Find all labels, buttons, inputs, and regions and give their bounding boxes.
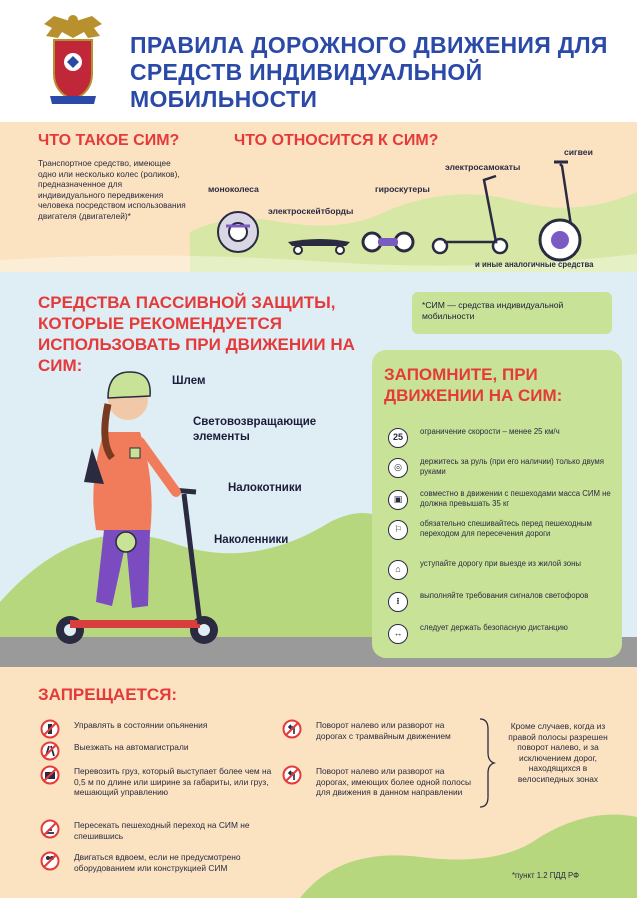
rule-item bbox=[388, 488, 614, 516]
rule-item bbox=[388, 558, 614, 586]
rule-text: ограничение скорости – менее 25 км/ч bbox=[420, 427, 560, 436]
monowheel-icon bbox=[218, 212, 258, 252]
label-gyroscooters: гироскутеры bbox=[375, 184, 430, 194]
exception-text: Кроме случаев, когда из правой полосы разрешен поворот налево, и за исключением дорог, находящихся в велосипедных зонах bbox=[508, 721, 608, 784]
footnote: *пункт 1.2 ПДД РФ bbox=[512, 871, 580, 880]
sim-types-title: ЧТО ОТНОСИТСЯ К СИМ? bbox=[234, 132, 439, 149]
rule-text: следует держать безопасную дистанцию bbox=[420, 623, 568, 632]
label-reflective-elements: Световозвращающие элементы bbox=[193, 416, 317, 443]
rule-text: держитесь за руль (при его наличии) только двумя руками bbox=[420, 457, 605, 476]
weight-icon: ▣ bbox=[388, 490, 408, 510]
no-riding-crosswalk-icon bbox=[40, 819, 60, 839]
steering-wheel-icon: ◎ bbox=[388, 458, 408, 478]
protection-section bbox=[0, 272, 637, 667]
rule-item bbox=[388, 518, 614, 546]
forbidden-text: Поворот налево или разворот на дорогах с трамвайным движением bbox=[316, 720, 451, 741]
no-highway-icon bbox=[40, 741, 60, 761]
speed-limit-icon: 25 bbox=[388, 428, 408, 448]
sim-abbreviation-note: *СИМ — средства индивидуальной мобильности bbox=[412, 292, 612, 334]
distance-icon: ↔ bbox=[388, 624, 408, 644]
rule-item bbox=[388, 622, 614, 650]
forbidden-text: Двигаться вдвоем, если не предусмотрено оборудованием или конструкцией СИМ bbox=[74, 852, 241, 873]
rule-text: обязательно спешивайтесь перед пешеходным переходом для пересечения дороги bbox=[420, 519, 592, 538]
header bbox=[0, 0, 637, 122]
label-knee-pads: Наколенники bbox=[214, 534, 289, 546]
rule-item bbox=[388, 456, 614, 484]
residential-zone-icon: ⌂ bbox=[388, 560, 408, 580]
no-left-turn-multilane-icon bbox=[282, 765, 302, 785]
forbidden-text: Выезжать на автомагистрали bbox=[74, 742, 189, 752]
rule-item bbox=[388, 426, 614, 454]
remember-box bbox=[372, 350, 622, 658]
label-escooters: электросамокаты bbox=[445, 162, 521, 172]
rule-text: уступайте дорогу при выезде из жилой зоны bbox=[420, 559, 581, 568]
label-other-devices: и иные аналогичные средства bbox=[475, 260, 594, 269]
forbidden-section bbox=[0, 667, 637, 898]
label-eskateboards: электроскейтборды bbox=[268, 206, 354, 216]
forbidden-title: ЗАПРЕЩАЕТСЯ: bbox=[38, 685, 178, 704]
rule-text: выполняйте требования сигналов светофоров bbox=[420, 591, 589, 600]
label-helmet: Шлем bbox=[172, 375, 206, 387]
no-alcohol-icon bbox=[40, 719, 60, 739]
label-elbow-pads: Налокотники bbox=[228, 482, 302, 494]
traffic-light-icon: ⁝ bbox=[388, 592, 408, 612]
forbidden-text: Управлять в состоянии опьянения bbox=[74, 720, 208, 730]
sim-definition-text: Транспортное средство, имеющее одно или несколько колес (роликов), предназначенное для индивидуального передвижения человека посредством использования двигателя (двигателей)* bbox=[38, 158, 186, 221]
remember-title: ЗАПОМНИТЕ, ПРИ ДВИЖЕНИИ НА СИМ: bbox=[384, 365, 563, 405]
rule-text: совместно в движении с пешеходами масса СИМ не должна превышать 35 кг bbox=[420, 489, 611, 508]
forbidden-text: Перевозить груз, который выступает более чем на 0,5 м по длине или ширине за габариты, или груз, мешающий управлению bbox=[74, 766, 272, 797]
forbidden-text: Пересекать пешеходный переход на СИМ не спешившись bbox=[74, 820, 250, 841]
page-title: ПРАВИЛА ДОРОЖНОГО ДВИЖЕНИЯ ДЛЯ СРЕДСТВ ИНДИВИДУАЛЬНОЙ МОБИЛЬНОСТИ bbox=[130, 32, 608, 112]
forbidden-text: Поворот налево или разворот на дорогах, имеющих более одной полосы для движения в данном направлении bbox=[316, 766, 471, 797]
protection-title: СРЕДСТВА ПАССИВНОЙ ЗАЩИТЫ, КОТОРЫЕ РЕКОМЕНДУЕТСЯ ИСПОЛЬЗОВАТЬ ПРИ ДВИЖЕНИИ НА СИМ: bbox=[38, 293, 355, 375]
no-left-turn-tram-icon bbox=[282, 719, 302, 739]
police-emblem-icon bbox=[40, 12, 106, 110]
label-segways: сигвеи bbox=[564, 147, 593, 157]
no-passenger-icon bbox=[40, 851, 60, 871]
sim-definition-title: ЧТО ТАКОЕ СИМ? bbox=[38, 132, 180, 149]
no-cargo-icon bbox=[40, 765, 60, 785]
pedestrian-crossing-icon: ⚐ bbox=[388, 520, 408, 540]
rule-item bbox=[388, 590, 614, 618]
sim-types-section bbox=[0, 122, 637, 272]
label-monowheels: моноколеса bbox=[208, 184, 259, 194]
